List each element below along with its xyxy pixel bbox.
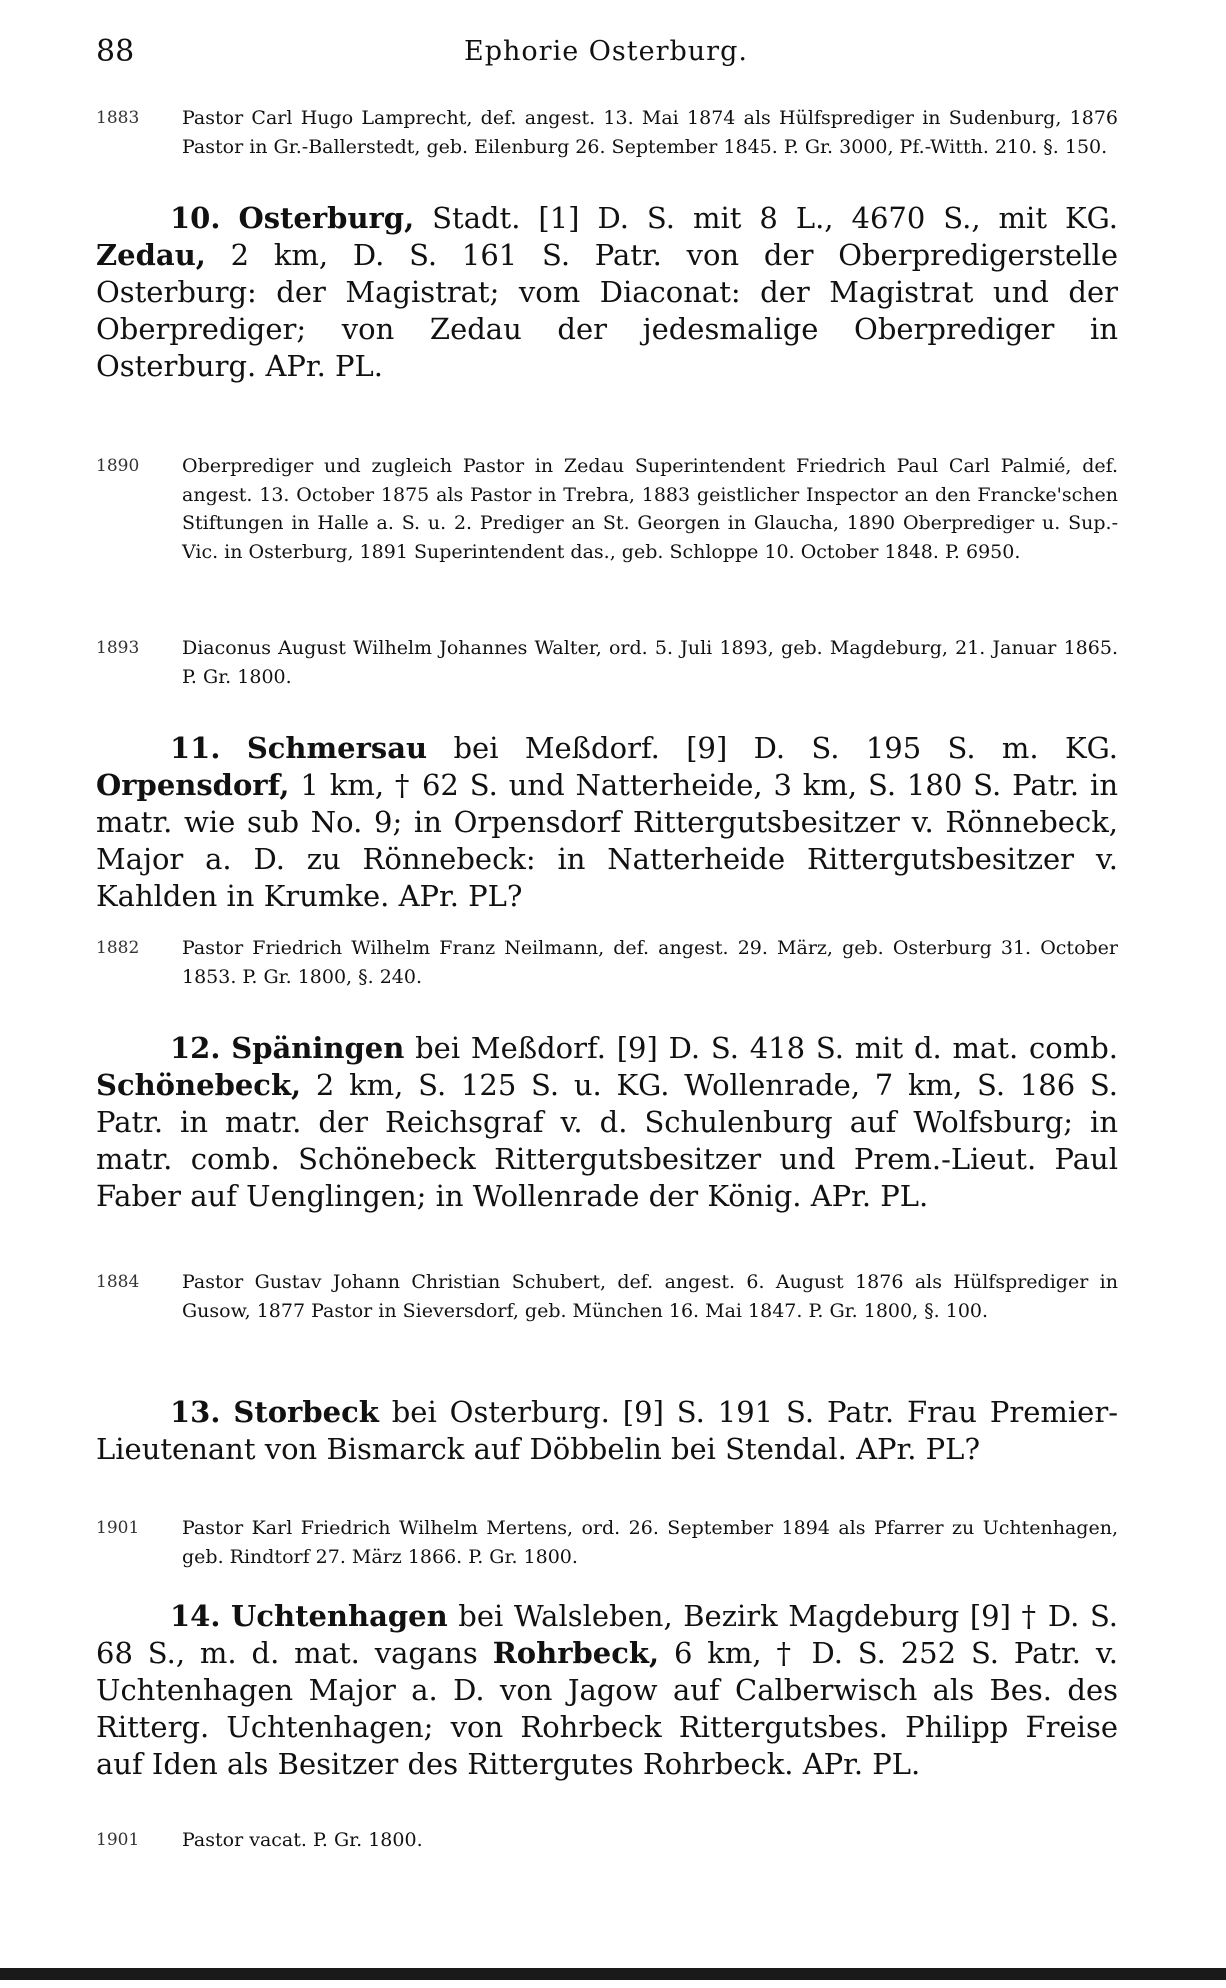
clergy-entry: [96, 934, 1118, 991]
clergy-entry: [96, 1268, 1118, 1325]
entry-text: Pastor Carl Hugo Lamprecht, def. angest. 13. Mai 1874 als Hülfsprediger in Sudenburg, 1876 Pastor in Gr.-Ballerstedt, geb. Eilenburg 26. September 1845. P. Gr. 3000, Pf.-Witth. 210. §. 150.: [182, 107, 1118, 158]
section-number: 14.: [170, 1599, 221, 1633]
clergy-entry: [96, 634, 1118, 691]
page-header: [96, 34, 1116, 74]
entry-year: 1901: [96, 1518, 140, 1538]
sub-parish-name: Schönebeck,: [96, 1068, 302, 1102]
entry-year: 1901: [96, 1830, 140, 1850]
page-number: 88: [96, 34, 135, 69]
section-text: bei Walsleben, Bezirk Magdeburg [9] † D. S. 68 S., m. d. mat. vagans: [96, 1599, 1119, 1670]
running-head: Ephorie Osterburg.: [464, 36, 748, 67]
section-text: Stadt. [1] D. S. mit 8 L., 4670 S., mit KG.: [414, 201, 1118, 235]
sub-parish-name: Rohrbeck,: [492, 1636, 660, 1670]
section-number: 11.: [170, 731, 221, 765]
entry-year: 1882: [96, 938, 140, 958]
entry-year: 1884: [96, 1272, 140, 1292]
page-bottom-rule: [0, 1968, 1226, 1980]
section-rest: 6 km, † D. S. 252 S. Patr. v. Uchtenhagen Major a. D. von Jagow auf Calberwisch als Bes. des Ritterg. Uchtenhagen; von Rohrbeck Rittergutsbes. Philipp Freise auf Iden als Besitzer des Rittergutes Rohrbeck. APr. PL.: [96, 1636, 1118, 1781]
section-text: bei Meßdorf. [9] D. S. 418 S. mit d. mat. comb.: [404, 1031, 1118, 1065]
entry-text: Pastor Karl Friedrich Wilhelm Mertens, ord. 26. September 1894 als Pfarrer zu Uchtenhagen, geb. Rindtorf 27. März 1866. P. Gr. 1800.: [182, 1517, 1118, 1568]
parish-section: [96, 1598, 1118, 1783]
parish-name: Osterburg,: [238, 201, 415, 235]
section-number: 12.: [170, 1031, 221, 1065]
clergy-entry: [96, 1826, 1118, 1855]
sub-parish-name: Orpensdorf,: [96, 768, 290, 802]
entry-year: 1883: [96, 108, 140, 128]
section-text: bei Meßdorf. [9] D. S. 195 S. m. KG.: [427, 731, 1119, 765]
parish-name: Späningen: [231, 1031, 405, 1065]
parish-name: Storbeck: [233, 1395, 379, 1429]
entry-text: Pastor Gustav Johann Christian Schubert, def. angest. 6. August 1876 als Hülfsprediger in Gusow, 1877 Pastor in Sieversdorf, geb. München 16. Mai 1847. P. Gr. 1800, §. 100.: [182, 1271, 1118, 1322]
parish-section: [96, 730, 1118, 915]
parish-section: [96, 200, 1118, 385]
entry-year: 1890: [96, 456, 140, 476]
parish-section: [96, 1030, 1118, 1215]
entry-text: Pastor vacat. P. Gr. 1800.: [182, 1829, 423, 1851]
entry-text: Diaconus August Wilhelm Johannes Walter, ord. 5. Juli 1893, geb. Magdeburg, 21. Januar 1865. P. Gr. 1800.: [182, 637, 1118, 688]
section-text: bei Osterburg. [9] S. 191 S. Patr. Frau Premier-Lieutenant von Bismarck auf Döbbelin bei Stendal. APr. PL?: [96, 1395, 1118, 1466]
clergy-entry: [96, 104, 1118, 161]
parish-name: Uchtenhagen: [231, 1599, 448, 1633]
section-rest: 2 km, D. S. 161 S. Patr. von der Oberpredigerstelle Osterburg: der Magistrat; vom Diaconat: der Magistrat und der Oberprediger; von Zedau der jedesmalige Oberprediger in Osterburg. APr. PL.: [96, 238, 1118, 383]
parish-section: [96, 1394, 1118, 1468]
parish-name: Schmersau: [246, 731, 428, 765]
section-number: 13.: [170, 1395, 221, 1429]
section-rest: 2 km, S. 125 S. u. KG. Wollenrade, 7 km, S. 186 S. Patr. in matr. der Reichsgraf v. d. Schulenburg auf Wolfsburg; in matr. comb. Schönebeck Rittergutsbesitzer und Prem.-Lieut. Paul Faber auf Uenglingen; in Wollenrade der König. APr. PL.: [96, 1068, 1118, 1213]
entry-year: 1893: [96, 638, 140, 658]
clergy-entry: [96, 1514, 1118, 1571]
entry-text: Pastor Friedrich Wilhelm Franz Neilmann, def. angest. 29. März, geb. Osterburg 31. October 1853. P. Gr. 1800, §. 240.: [182, 937, 1118, 988]
clergy-entry: [96, 452, 1118, 566]
section-number: 10.: [170, 201, 221, 235]
section-rest: 1 km, † 62 S. und Natterheide, 3 km, S. 180 S. Patr. in matr. wie sub No. 9; in Orpensdorf Rittergutsbesitzer v. Rönnebeck, Major a. D. zu Rönnebeck: in Natterheide Rittergutsbesitzer v. Kahlden in Krumke. APr. PL?: [96, 768, 1118, 913]
sub-parish-name: Zedau,: [96, 238, 206, 272]
entry-text: Oberprediger und zugleich Pastor in Zedau Superintendent Friedrich Paul Carl Palmié, def. angest. 13. October 1875 als Pastor in Trebra, 1883 geistlicher Inspector an den Francke'schen Stiftungen in Halle a. S. u. 2. Prediger an St. Georgen in Glaucha, 1890 Oberprediger u. Sup.-Vic. in Osterburg, 1891 Superintendent das., geb. Schloppe 10. October 1848. P. 6950.: [182, 455, 1118, 563]
